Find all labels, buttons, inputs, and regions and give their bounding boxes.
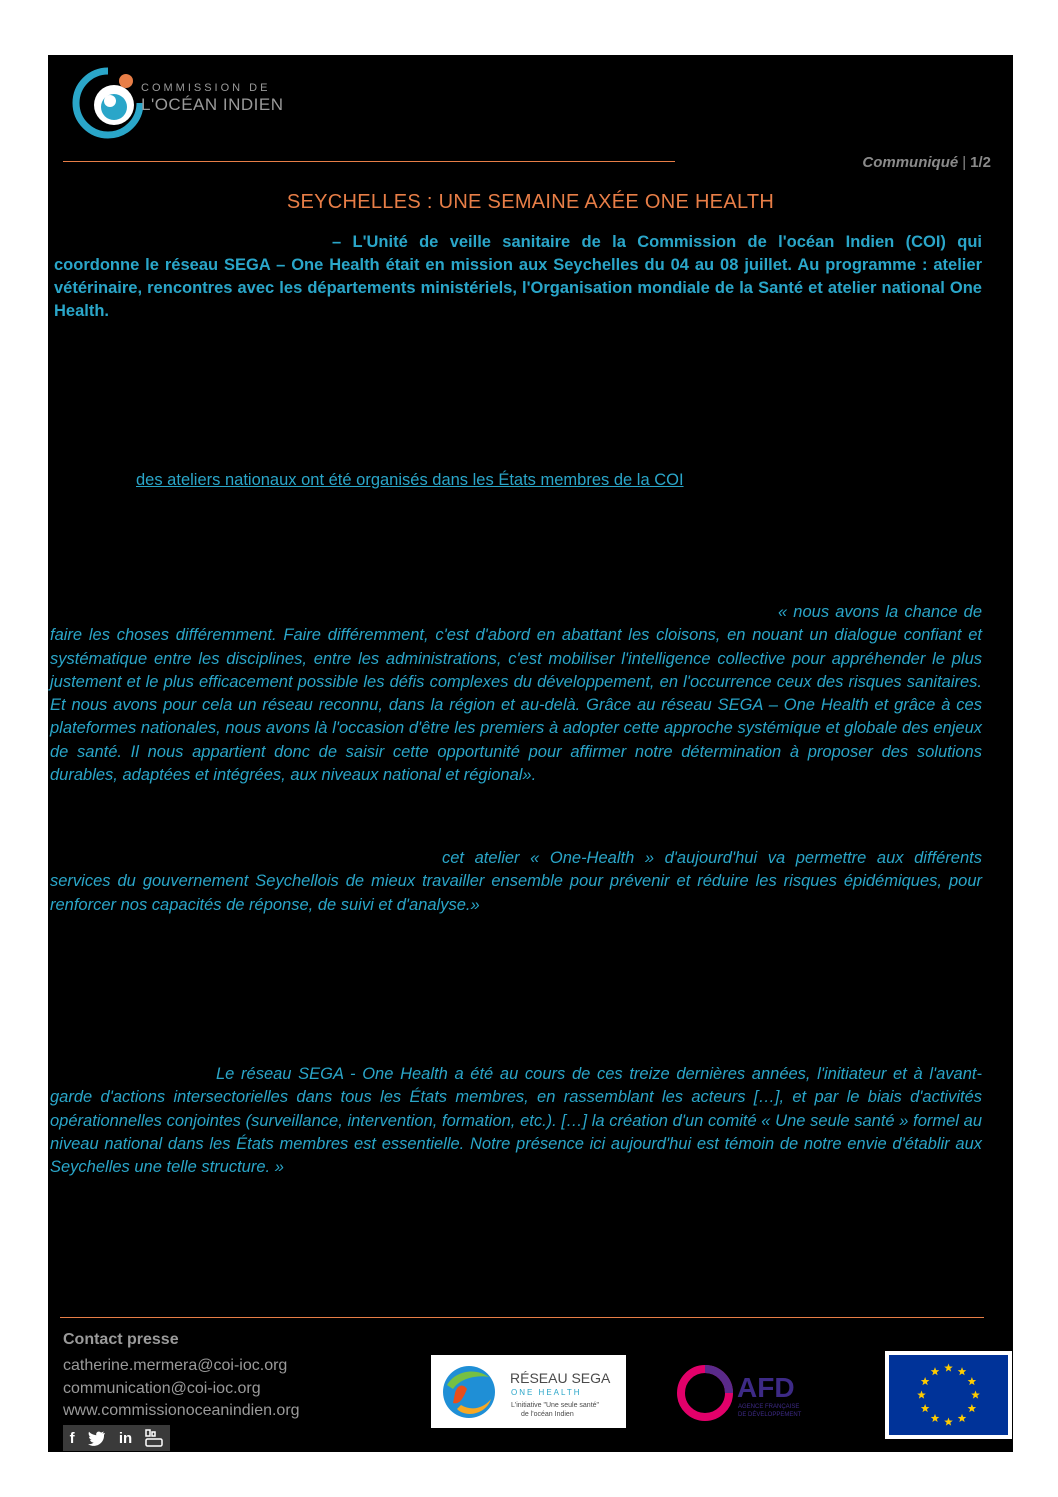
sega-title: RÉSEAU SEGA bbox=[510, 1370, 611, 1386]
coi-logo-mark bbox=[76, 71, 140, 135]
sega-subtitle: ONE HEALTH bbox=[511, 1388, 582, 1397]
afd-sub-1: AGENCE FRANÇAISE bbox=[738, 1404, 800, 1410]
linkedin-icon[interactable]: in bbox=[118, 1429, 133, 1447]
social-bar bbox=[63, 1425, 170, 1451]
contact-email-2[interactable]: communication@coi-ioc.org bbox=[63, 1379, 261, 1397]
national-workshops-link[interactable]: des ateliers nationaux ont été organisés dans les États membres de la COI bbox=[136, 471, 684, 489]
eu-flag-logo bbox=[885, 1351, 1012, 1439]
youtube-icon[interactable] bbox=[145, 1429, 163, 1447]
communique-label: Communiqué | 1/2 bbox=[862, 154, 991, 171]
quote-paragraph-3: Le réseau SEGA - One Health a été au cours de ces treize dernières années, l'initiateur et à l'avant-garde d'actions intersectorielles dans tous les États membres, en rassemblant les acteurs […], et par le biais d'activités opérationnelles conjointes (surveillance, intervention, formation, etc.). […] la création d'un comité « Une seule santé » formel au niveau national dans les États membres est essentielle. Notre présence ici aujourd'hui est témoin de notre envie d'établir aux Seychelles une telle structure. » bbox=[50, 1065, 982, 1177]
page-title: SEYCHELLES : UNE SEMAINE AXÉE ONE HEALTH bbox=[286, 191, 775, 213]
twitter-icon[interactable] bbox=[88, 1431, 106, 1446]
quote-paragraph-2: cet atelier « One-Health » d'aujourd'hui va permettre aux différents services du gouvernement Seychellois de mieux travailler ensemble pour prévenir et réduire les risques épidémiques, pour renforcer nos capacités de réponse, de suivi et d'analyse.» bbox=[50, 849, 982, 914]
afd-label: AFD bbox=[737, 1372, 795, 1403]
logo-line2: L'OCÉAN INDIEN bbox=[141, 95, 284, 114]
coi-logo-text bbox=[141, 81, 284, 115]
sega-one-health-logo bbox=[431, 1355, 626, 1428]
doc-type: Communiqué bbox=[862, 154, 959, 171]
document-page bbox=[48, 55, 1013, 1452]
contact-block bbox=[63, 1331, 300, 1423]
contact-website[interactable]: www.commissionoceanindien.org bbox=[63, 1402, 300, 1419]
sega-tagline-1: L'initiative "Une seule santé" bbox=[511, 1402, 600, 1409]
afd-logo bbox=[675, 1363, 825, 1423]
contact-title: Contact presse bbox=[63, 1331, 179, 1348]
page-indicator: 1/2 bbox=[970, 154, 991, 171]
header-divider bbox=[63, 161, 675, 162]
logo-line1: COMMISSION DE bbox=[141, 82, 271, 94]
facebook-icon[interactable]: f bbox=[69, 1429, 75, 1447]
sega-globe-icon bbox=[443, 1366, 495, 1418]
quote-paragraph-1: « nous avons la chance de faire les choses différemment. Faire différemment, c'est d'abord en abattant les cloisons, en nouant un dialogue confiant et systématique entre les disciplines, entre les administrations, c'est mobiliser l'intelligence collective pour appréhender le plus justement et le plus efficacement possible les défis complexes du développement, en l'occurrence ceux des risques sanitaires. Et nous avons pour cela un réseau reconnu, dans la région et au-delà. Grâce au réseau SEGA – One Health et grâce à ces plateformes nationales, nous avons là l'occasion d'être les premiers à adopter cette approche systémique et globale des enjeux de santé. Il nous appartient donc de saisir cette opportunité pour affirmer notre détermination à proposer des solutions durables, adaptées et intégrées, aux niveaux national et régional». bbox=[50, 603, 982, 785]
afd-sub-2: DE DÉVELOPPEMENT bbox=[738, 1412, 802, 1418]
chapeau-paragraph: – L'Unité de veille sanitaire de la Commission de l'océan Indien (COI) qui coordonne le réseau SEGA – One Health était en mission aux Seychelles du 04 au 08 juillet. Au programme : atelier vétérinaire, rencontres avec les départements ministériels, l'Organisation mondiale de la Santé et atelier national One Health. bbox=[54, 233, 982, 320]
footer-divider bbox=[60, 1317, 984, 1318]
contact-email-1[interactable]: catherine.mermera@coi-ioc.org bbox=[63, 1357, 288, 1374]
sega-tagline-2: de l'océan Indien bbox=[521, 1411, 574, 1418]
